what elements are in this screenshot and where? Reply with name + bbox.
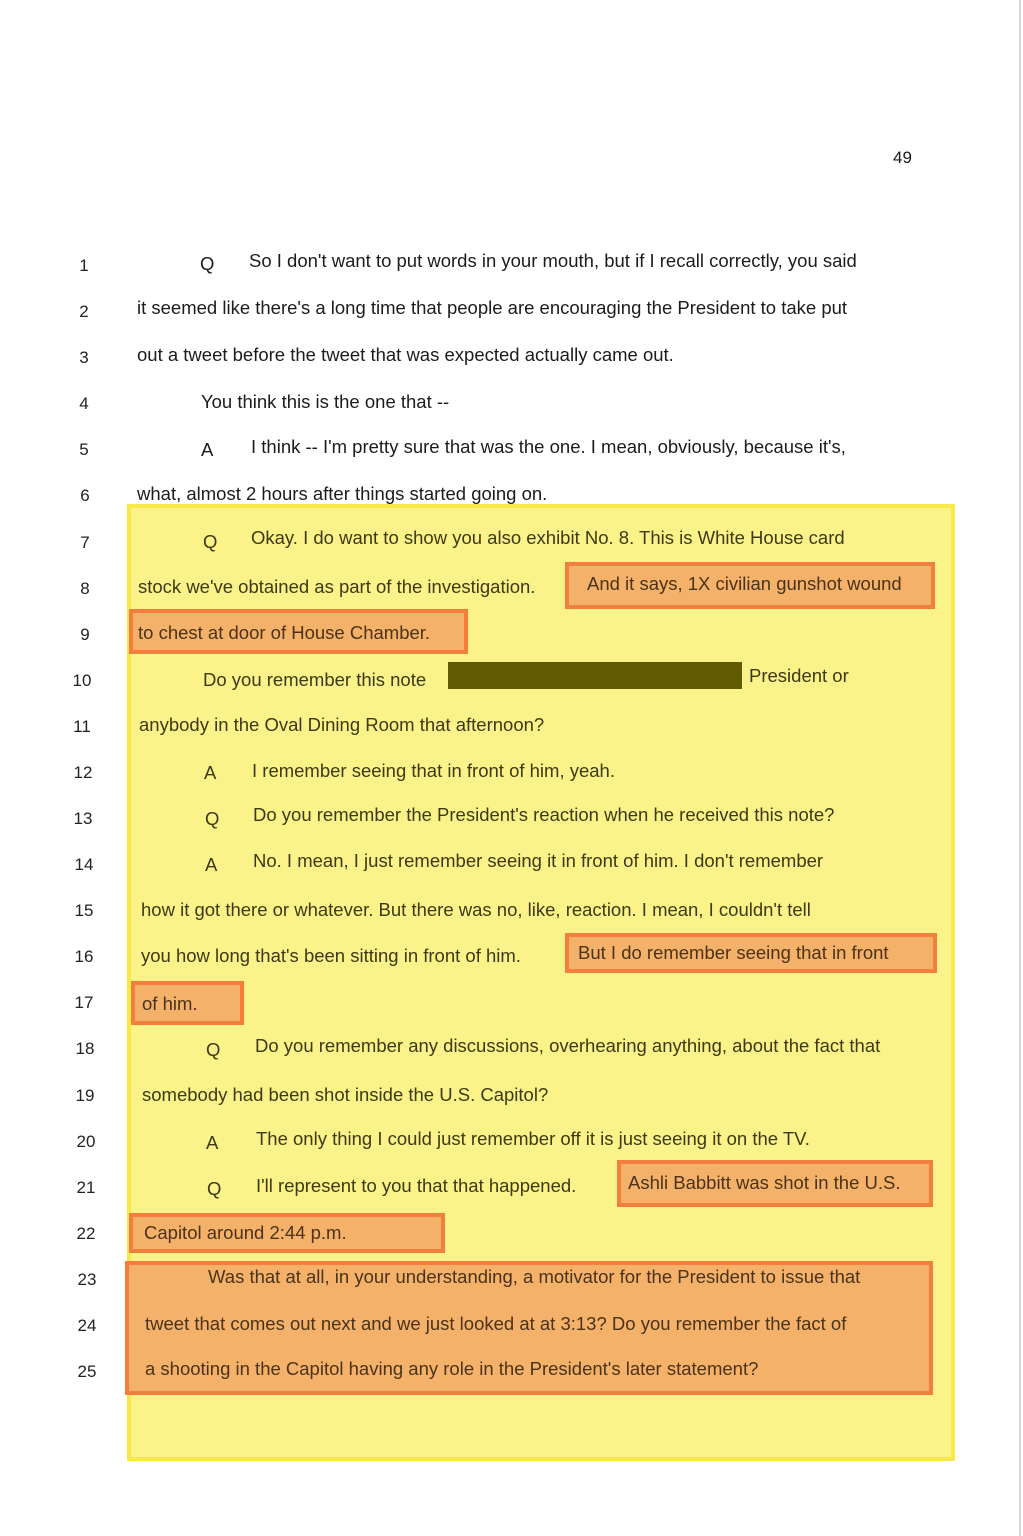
- line-number: 16: [74, 947, 94, 966]
- transcript-line: I'll represent to you that that happened.: [256, 1175, 577, 1196]
- transcript-line: Okay. I do want to show you also exhibit No. 8. This is White House card: [251, 527, 845, 548]
- line-number: 14: [74, 855, 94, 874]
- speaker-q: Q: [203, 531, 218, 552]
- line-number: 4: [79, 394, 89, 413]
- line-number: 2: [79, 302, 89, 321]
- line-number: 12: [73, 763, 93, 782]
- line-number: 6: [80, 486, 90, 505]
- transcript-line: So I don't want to put words in your mouth, but if I recall correctly, you said: [249, 250, 857, 271]
- line-number: 13: [73, 809, 93, 828]
- transcript-line-highlighted: And it says, 1X civilian gunshot wound: [587, 573, 902, 594]
- transcript-line: I think -- I'm pretty sure that was the one. I mean, obviously, because it's,: [251, 436, 846, 457]
- speaker-a: A: [204, 762, 217, 783]
- line-number: 20: [76, 1132, 96, 1151]
- transcript-line: I remember seeing that in front of him, yeah.: [252, 760, 615, 781]
- transcript-line-highlighted: tweet that comes out next and we just looked at at 3:13? Do you remember the fact of: [145, 1313, 847, 1334]
- speaker-a: A: [206, 1132, 219, 1153]
- transcript-line: Do you remember the President's reaction when he received this note?: [253, 804, 835, 825]
- line-number: 3: [79, 348, 89, 367]
- speaker-q: Q: [200, 253, 215, 274]
- line-number: 18: [75, 1039, 95, 1058]
- line-number: 21: [76, 1178, 96, 1197]
- transcript-line: out a tweet before the tweet that was expected actually came out.: [137, 344, 674, 365]
- transcript-line-highlighted: But I do remember seeing that in front: [578, 942, 889, 963]
- transcript-line-highlighted: Was that at all, in your understanding, a motivator for the President to issue that: [208, 1266, 861, 1287]
- transcript-line: what, almost 2 hours after things started going on.: [137, 483, 548, 504]
- page-number: 49: [893, 148, 912, 167]
- line-number: 9: [80, 625, 90, 644]
- speaker-q: Q: [205, 808, 220, 829]
- transcript-line: No. I mean, I just remember seeing it in front of him. I don't remember: [253, 850, 824, 871]
- speaker-q: Q: [206, 1039, 221, 1060]
- redaction-bar: [448, 662, 742, 689]
- line-number: 24: [77, 1316, 97, 1335]
- transcript-line-highlighted: Capitol around 2:44 p.m.: [144, 1222, 347, 1243]
- line-number: 25: [77, 1362, 97, 1381]
- line-number: 15: [74, 901, 94, 920]
- line-number: 19: [75, 1086, 95, 1105]
- line-number: 8: [80, 579, 90, 598]
- speaker-q: Q: [207, 1178, 222, 1199]
- transcript-line: Do you remember this note: [203, 669, 427, 690]
- line-number: 7: [80, 533, 90, 552]
- speaker-a: A: [201, 439, 214, 460]
- transcript-line: stock we've obtained as part of the investigation.: [138, 576, 536, 597]
- transcript-line: somebody had been shot inside the U.S. Capitol?: [142, 1084, 549, 1105]
- transcript-line: President or: [749, 665, 849, 686]
- speaker-a: A: [205, 854, 218, 875]
- transcript-line: Do you remember any discussions, overhearing anything, about the fact that: [255, 1035, 881, 1056]
- transcript-line: anybody in the Oval Dining Room that afternoon?: [139, 714, 545, 735]
- transcript-line-highlighted: to chest at door of House Chamber.: [138, 622, 431, 643]
- transcript-line: The only thing I could just remember off it is just seeing it on the TV.: [256, 1128, 810, 1149]
- line-number: 17: [74, 993, 94, 1012]
- line-number: 11: [73, 717, 91, 736]
- line-number: 1: [79, 256, 89, 275]
- line-number: 10: [72, 671, 92, 690]
- transcript-line: it seemed like there's a long time that people are encouraging the President to take put: [137, 297, 848, 318]
- transcript-line: You think this is the one that --: [201, 391, 450, 412]
- transcript-line-highlighted: of him.: [142, 993, 198, 1014]
- transcript-line-highlighted: a shooting in the Capitol having any role in the President's later statement?: [145, 1358, 759, 1379]
- line-number: 5: [79, 440, 89, 459]
- line-number: 22: [76, 1224, 96, 1243]
- page-edge: [1019, 0, 1021, 1536]
- transcript-line-highlighted: Ashli Babbitt was shot in the U.S.: [628, 1172, 901, 1193]
- line-number: 23: [77, 1270, 97, 1289]
- transcript-line: how it got there or whatever. But there was no, like, reaction. I mean, I couldn't tell: [141, 899, 811, 920]
- transcript-line: you how long that's been sitting in front of him.: [141, 945, 521, 966]
